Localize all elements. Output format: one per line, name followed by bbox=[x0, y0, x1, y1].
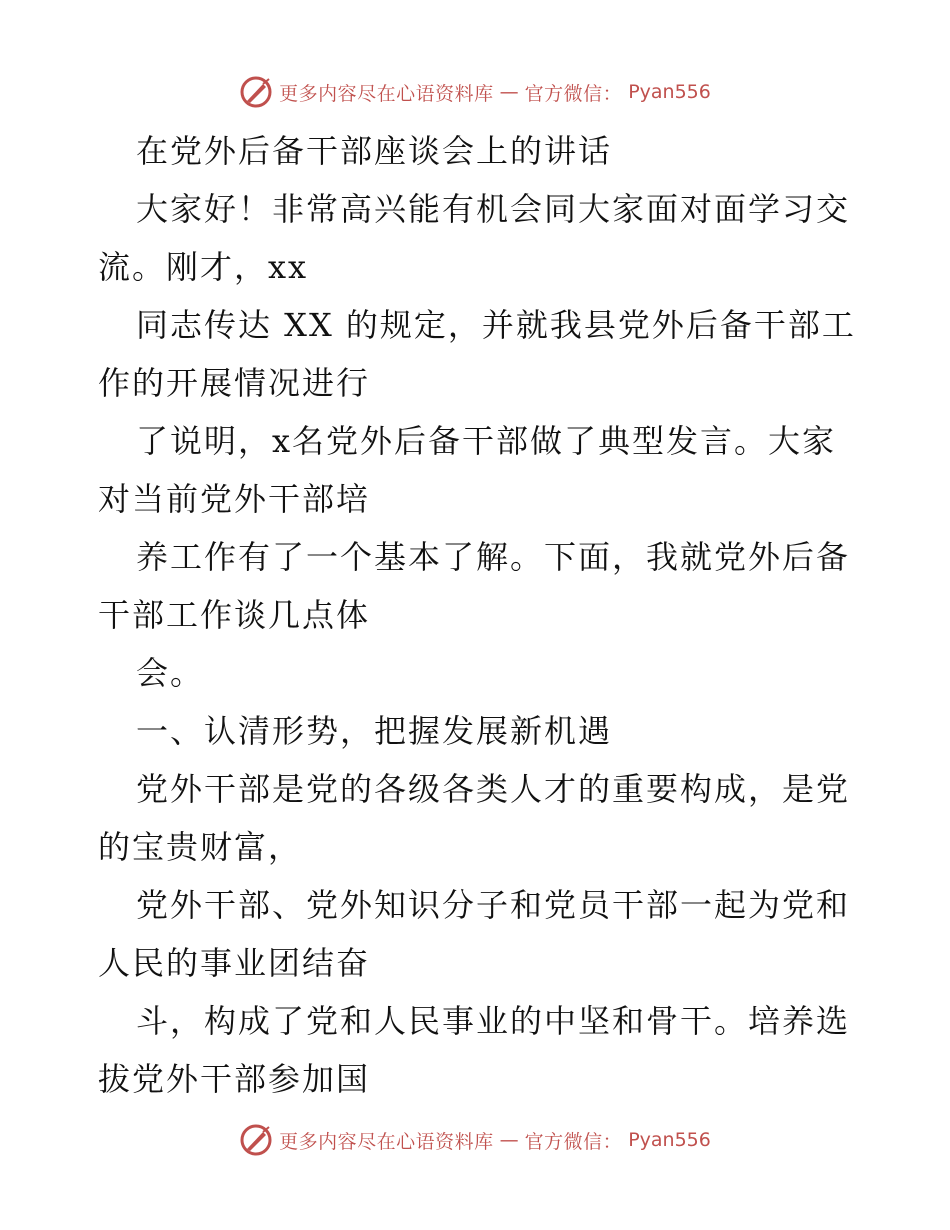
watermark-wechat-id: Pyan556 bbox=[628, 81, 711, 103]
watermark-wechat-id: Pyan556 bbox=[628, 1129, 711, 1151]
paragraph-line: 斗，构成了党和人民事业的中坚和骨干。培养选 bbox=[136, 1002, 851, 1040]
paragraph-line: 作的开展情况进行 bbox=[98, 364, 371, 402]
watermark-separator: — bbox=[499, 81, 519, 103]
paragraph-line: 养工作有了一个基本了解。下面，我就党外后备 bbox=[136, 538, 851, 576]
paragraph-line: 拔党外干部参加国 bbox=[98, 1060, 371, 1098]
document-body bbox=[98, 122, 858, 1108]
paragraph-line: 流。刚才，xx bbox=[98, 248, 309, 286]
footer-watermark bbox=[0, 1120, 950, 1160]
paragraph-line: 会。 bbox=[136, 654, 205, 692]
paragraph-line: 党外干部、党外知识分子和党员干部一起为党和 bbox=[136, 886, 851, 924]
watermark-wechat-label: 官方微信： bbox=[524, 82, 623, 105]
quill-logo-icon bbox=[239, 1123, 273, 1157]
paragraph-line: 党外干部是党的各级各类人才的重要构成，是党 bbox=[136, 770, 851, 808]
paragraph-line: 同志传达 XX 的规定，并就我县党外后备干部工 bbox=[136, 306, 856, 344]
watermark-separator: — bbox=[499, 1129, 519, 1151]
paragraph-line: 了说明，x名党外后备干部做了典型发言。大家 bbox=[136, 422, 837, 460]
paragraph-line: 大家好！非常高兴能有机会同大家面对面学习交 bbox=[136, 190, 851, 228]
document-title: 在党外后备干部座谈会上的讲话 bbox=[136, 132, 613, 170]
watermark-text: 更多内容尽在心语资料库 bbox=[279, 82, 494, 105]
quill-logo-icon bbox=[239, 75, 273, 109]
header-watermark bbox=[0, 72, 950, 112]
paragraph-line: 人民的事业团结奋 bbox=[98, 944, 371, 982]
paragraph-line: 对当前党外干部培 bbox=[98, 480, 371, 518]
watermark-wechat-label: 官方微信： bbox=[524, 1130, 623, 1153]
paragraph-line: 干部工作谈几点体 bbox=[98, 596, 371, 634]
section-heading: 一、认清形势，把握发展新机遇 bbox=[136, 712, 613, 750]
watermark-text: 更多内容尽在心语资料库 bbox=[279, 1130, 494, 1153]
paragraph-line: 的宝贵财富， bbox=[98, 828, 303, 866]
